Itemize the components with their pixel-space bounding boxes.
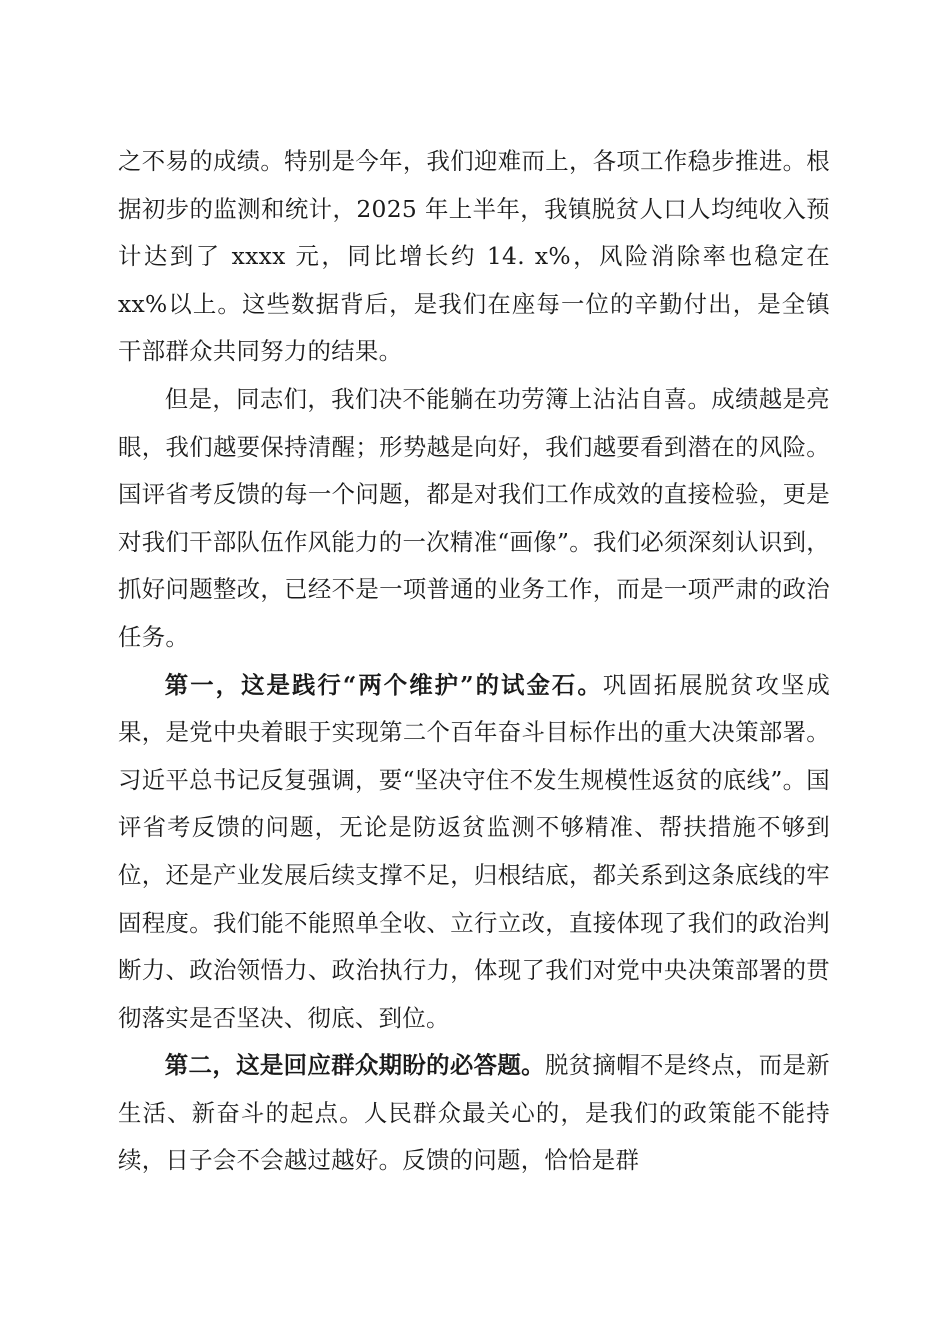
document-body — [118, 138, 830, 1185]
paragraph-first-point — [118, 662, 830, 1043]
paragraph-continued — [118, 138, 830, 376]
paragraph-lead: 第二，这是回应群众期盼的必答题。 — [164, 1051, 545, 1080]
paragraph-second-point — [118, 1042, 830, 1185]
paragraph-but-comrades — [118, 376, 830, 662]
paragraph-text: 巩固拓展脱贫攻坚成果，是党中央着眼于实现第二个百年奋斗目标作出的重大决策部署。习近平总书记反复强调，要“坚决守住不发生规模性返贫的底线”。国评省考反馈的问题，无论是防返贫监测不够精准、帮扶措施不够到位，还是产业发展后续支撑不足，归根结底，都关系到这条底线的牢固程度。我们能不能照单全收、立行立改，直接体现了我们的政治判断力、政治领悟力、政治执行力，体现了我们对党中央决策部署的贯彻落实是否坚决、彻底、到位。 — [118, 670, 831, 1032]
paragraph-text: 脱贫摘帽不是终点，而是新生活、新奋斗的起点。人民群众最关心的，是我们的政策能不能持续，日子会不会越过越好。反馈的问题，恰恰是群 — [118, 1051, 830, 1175]
paragraph-text: 之不易的成绩。特别是今年，我们迎难而上，各项工作稳步推进。根据初步的监测和统计，2025 年上半年，我镇脱贫人口人均纯收入预计达到了 xxxx 元，同比增长约 14. x%，风险消除率也稳定在 xx%以上。这些数据背后，是我们在座每一位的辛勤付出，是全镇干部群众共同努力的结果。 — [118, 147, 830, 366]
paragraph-text: 但是，同志们，我们决不能躺在功劳簿上沾沾自喜。成绩越是亮眼，我们越要保持清醒；形势越是向好，我们越要看到潜在的风险。国评省考反馈的每一个问题，都是对我们工作成效的直接检验，更是对我们干部队伍作风能力的一次精准“画像”。我们必须深刻认识到，抓好问题整改，已经不是一项普通的业务工作，而是一项严肃的政治任务。 — [118, 384, 830, 651]
paragraph-lead: 第一，这是践行“两个维护”的试金石。 — [164, 670, 603, 699]
